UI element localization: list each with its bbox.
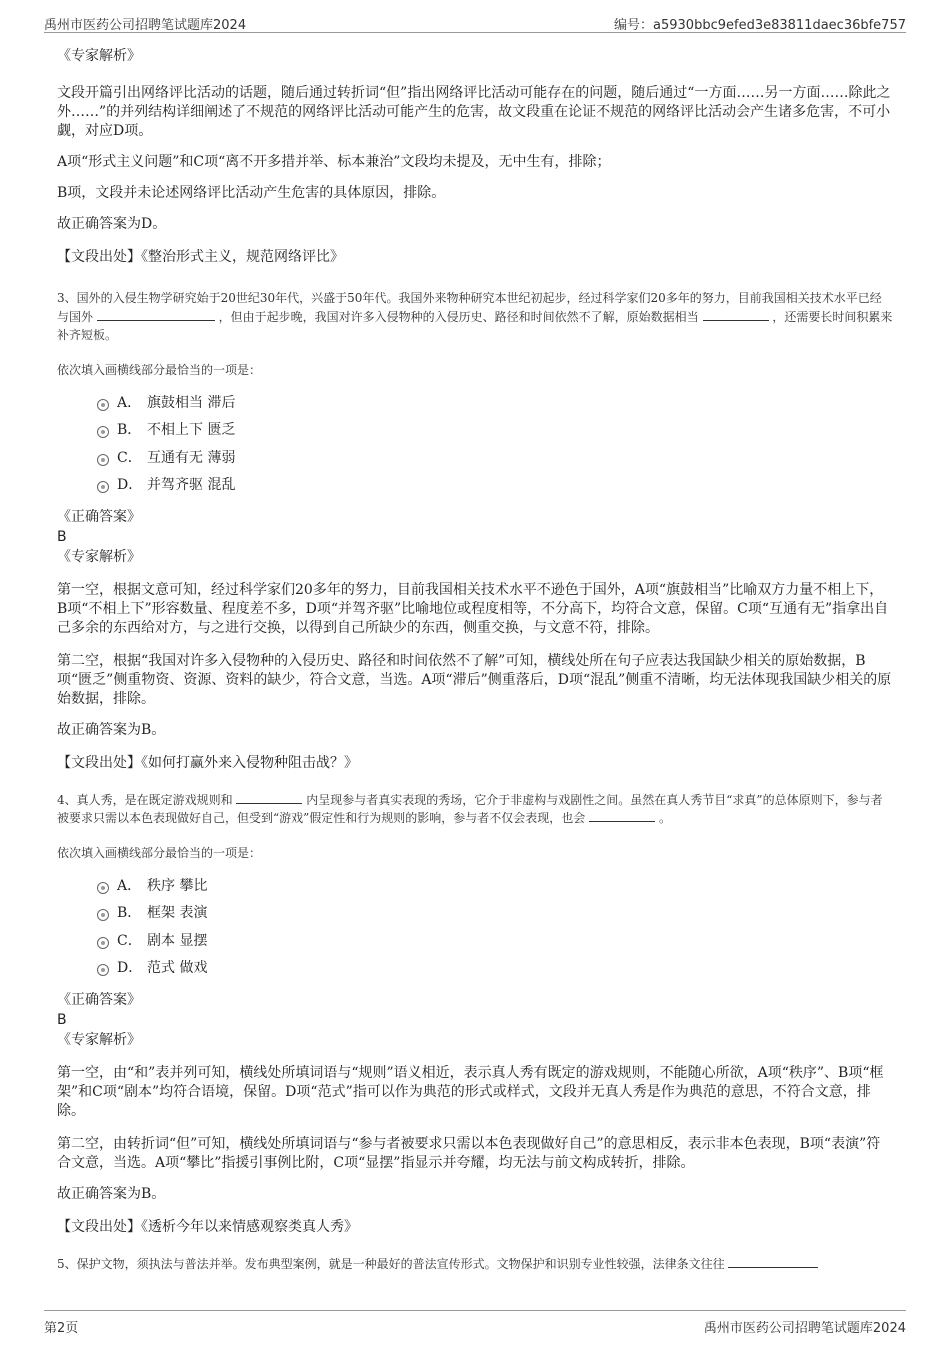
correct-answer-label: 《正确答案》 (57, 508, 141, 525)
question-4 (57, 791, 893, 1237)
expert-analysis-label: 《专家解析》 (57, 548, 141, 565)
conclusion: 故正确答案为B。 (57, 1185, 166, 1202)
option-c[interactable]: C． 剧本 显摆 (57, 931, 893, 959)
option-d[interactable]: D． 范式 做戏 (57, 958, 893, 986)
question-instruction: 依次填入画横线部分最恰当的一项是： (57, 362, 262, 377)
page-header (44, 12, 906, 33)
fill-blank (97, 308, 215, 321)
source-citation: 【文段出处】《整治形式主义，规范网络评比》 (57, 249, 344, 265)
header-serial: 编号：a5930bbc9efed3e83811daec36bfe757 (614, 18, 906, 33)
page-number: 第2页 (44, 1321, 79, 1336)
expert-analysis-label: 《专家解析》 (57, 48, 141, 64)
conclusion: 故正确答案为D。 (57, 216, 167, 232)
analysis-paragraph: 第一空，由“和”表并列可知，横线处所填词语与“规则”语义相近，表示真人秀有既定的游戏规则，不能随心所欲，A项“秩序”、B项“框架”和C项“剧本”均符合语境，保留。D项“范式”指可以作为典范的形式或样式，文段并无真人秀是作为典范的意思，不符合文意，排除。 (57, 1064, 884, 1119)
analysis-block-q2 (57, 46, 893, 267)
question-instruction: 依次填入画横线部分最恰当的一项是： (57, 845, 262, 860)
correct-answer: B (57, 528, 67, 545)
correct-answer-label: 《正确答案》 (57, 991, 141, 1008)
radio-icon[interactable] (97, 882, 109, 894)
radio-icon[interactable] (97, 426, 109, 438)
radio-icon[interactable] (97, 399, 109, 411)
question-text: 4、真人秀，是在既定游戏规则和 内呈现参与者真实表现的秀场，它介于非虚构与戏剧性之间。虽然在真人秀节目“求真”的总体原则下，参与者被要求只需以本色表现做好自己，但受到“游戏”假定性和行为规则的影响，参与者不仅会表现，也会 。 (57, 792, 883, 825)
source-citation: 【文段出处】《如何打赢外来入侵物种阻击战？》 (57, 754, 358, 771)
fill-blank (589, 809, 655, 822)
question-text: 3、国外的入侵生物学研究始于20世纪30年代，兴盛于50年代。我国外来物种研究本世纪初起步，经过科学家们20多年的努力，目前我国相关技术水平已经与国外 ，但由于起步晚，我国对许多入侵物种的入侵历史、路径和时间依然不了解，原始数据相当 ，还需要长时间积累来补齐短板。 (57, 291, 893, 342)
question-5 (57, 1255, 893, 1274)
header-title: 禹州市医药公司招聘笔试题库2024 (44, 18, 247, 33)
fill-blank (703, 308, 769, 321)
question-3 (57, 289, 893, 773)
radio-icon[interactable] (97, 481, 109, 493)
options-list (57, 393, 893, 503)
source-citation: 【文段出处】《透析今年以来情感观察类真人秀》 (57, 1218, 358, 1235)
page-footer (44, 1310, 906, 1335)
analysis-paragraph: A项“形式主义问题”和C项“离不开多措并举、标本兼治”文段均未提及，无中生有，排除； (57, 154, 611, 170)
analysis-paragraph: B项，文段并未论述网络评比活动产生危害的具体原因，排除。 (57, 185, 446, 201)
option-a[interactable]: A． 秩序 攀比 (57, 876, 893, 904)
conclusion: 故正确答案为B。 (57, 721, 166, 738)
analysis-paragraph: 文段开篇引出网络评比活动的话题，随后通过转折词“但”指出网络评比活动可能存在的问题，随后通过“一方面……另一方面……除此之外……”的并列结构详细阐述了不规范的网络评比活动可能产生的危害，故文段重在论证不规范的网络评比活动会产生诸多危害，不可小觑，对应D项。 (57, 85, 891, 139)
options-list (57, 876, 893, 986)
correct-answer: B (57, 1011, 67, 1028)
option-c[interactable]: C． 互通有无 薄弱 (57, 448, 893, 476)
radio-icon[interactable] (97, 964, 109, 976)
analysis-paragraph: 第一空，根据文意可知，经过科学家们20多年的努力，目前我国相关技术水平不逊色于国外，A项“旗鼓相当”比喻双方力量不相上下，B项“不相上下”形容数量、程度差不多，D项“并驾齐驱”比喻地位或程度相等，不分高下，均符合文意，保留。C项“互通有无”指拿出自己多余的东西给对方，与之进行交换，以得到自己所缺少的东西，侧重交换，与文意不符，排除。 (57, 581, 889, 636)
analysis-paragraph: 第二空，根据“我国对许多入侵物种的入侵历史、路径和时间依然不了解”可知，横线处所在句子应表达我国缺少相关的原始数据，B项“匮乏”侧重物资、资源、资料的缺少，符合文意，当选。A项“滞后”侧重落后，D项“混乱”侧重不清晰，均无法体现我国缺少相关的原始数据，排除。 (57, 652, 892, 707)
question-text: 5、保护文物，须执法与普法并举。发布典型案例，就是一种最好的普法宣传形式。文物保护和识别专业性较强，法律条文往往 (57, 1255, 893, 1274)
footer-title: 禹州市医药公司招聘笔试题库2024 (703, 1321, 906, 1336)
fill-blank (728, 1255, 818, 1268)
fill-blank (236, 791, 302, 804)
option-b[interactable]: B． 不相上下 匮乏 (57, 420, 893, 448)
radio-icon[interactable] (97, 937, 109, 949)
document-body (57, 44, 893, 1273)
option-a[interactable]: A． 旗鼓相当 滞后 (57, 393, 893, 421)
expert-analysis-label: 《专家解析》 (57, 1031, 141, 1048)
option-b[interactable]: B． 框架 表演 (57, 903, 893, 931)
option-d[interactable]: D． 并驾齐驱 混乱 (57, 475, 893, 503)
analysis-paragraph: 第二空，由转折词“但”可知，横线处所填词语与“参与者被要求只需以本色表现做好自己”的意思相反，表示非本色表现，B项“表演”符合文意，当选。A项“攀比”指援引事例比附，C项“显摆”指显示并夸耀，均无法与前文构成转折，排除。 (57, 1135, 881, 1171)
radio-icon[interactable] (97, 454, 109, 466)
radio-icon[interactable] (97, 909, 109, 921)
